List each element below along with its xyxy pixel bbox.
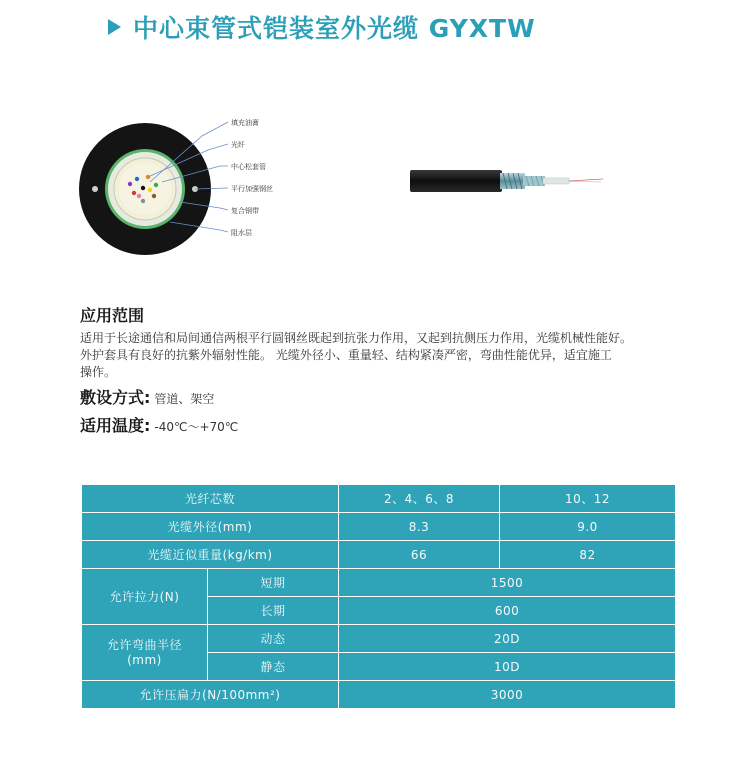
label-central-tube: 中心松套管 [231, 163, 266, 171]
crush-label: 允许压扁力(N/100mm²) [82, 681, 339, 709]
label-water-blocking-layer: 阻水层 [231, 229, 252, 237]
label-optical-fiber: 光纤 [231, 141, 245, 149]
table-row [82, 485, 676, 513]
fiber-dot [141, 199, 145, 203]
fiber-dot [137, 194, 141, 198]
fiber-dot [141, 186, 145, 190]
spec-table [81, 484, 676, 709]
outer-diameter-b: 9.0 [500, 513, 676, 541]
tensile-label: 允许拉力(N) [82, 569, 208, 625]
inner-tube [543, 178, 569, 184]
installation-value: 管道、架空 [154, 392, 215, 406]
bend-radius-label [82, 625, 208, 681]
application-line: 外护套具有良好的抗紫外辐射性能。 光缆外径小、重量轻、结构紧凑严密，弯曲性能优异，适宜施工 [80, 348, 612, 362]
cable-cross-section-diagram [70, 112, 330, 262]
installation-heading: 敷设方式: [80, 388, 151, 407]
bend-dynamic-label: 动态 [208, 625, 339, 653]
steel-wire-left [92, 186, 98, 192]
cable-side-view-illustration [405, 160, 605, 210]
fiber-dot [152, 194, 156, 198]
table-row [82, 625, 676, 653]
application-line: 操作。 [80, 365, 117, 379]
weight-a: 66 [339, 541, 500, 569]
bend-radius-label-line1: 允许弯曲半径 [106, 637, 182, 652]
outer-diameter-label: 光缆外径(mm) [82, 513, 339, 541]
table-row [82, 569, 676, 597]
tensile-long-value: 600 [339, 597, 676, 625]
fiber-count-label: 光纤芯数 [82, 485, 339, 513]
application-line: 适用于长途通信和局间通信两根平行圆钢丝既起到抗张力作用，又起到抗侧压力作用，光缆机械性能好。 [80, 331, 633, 345]
fiber-count-a: 2、4、6、8 [339, 485, 500, 513]
fiber-dot [135, 177, 139, 181]
label-filling-compound: 填充油膏 [231, 119, 259, 127]
fiber-strand [569, 182, 601, 183]
table-row [82, 513, 676, 541]
temperature-value: -40℃～+70℃ [154, 420, 239, 434]
tensile-long-label: 长期 [208, 597, 339, 625]
table-row [82, 681, 676, 709]
tensile-short-value: 1500 [339, 569, 676, 597]
fiber-dot [154, 183, 158, 187]
temperature-row [80, 413, 238, 436]
fiber-dot [132, 191, 136, 195]
fiber-dot [128, 182, 132, 186]
label-parallel-steel-wire: 平行加强钢丝 [231, 185, 273, 193]
weight-label: 光缆近似重量(kg/km) [82, 541, 339, 569]
jacket [410, 170, 502, 192]
fiber-count-b: 10、12 [500, 485, 676, 513]
installation-row [80, 385, 214, 408]
title-text: 中心束管式铠装室外光缆 GYXTW [133, 14, 536, 43]
crush-value: 3000 [339, 681, 676, 709]
outer-diameter-a: 8.3 [339, 513, 500, 541]
application-heading: 应用范围 [80, 306, 145, 325]
table-row [82, 541, 676, 569]
weight-b: 82 [500, 541, 676, 569]
page-title [108, 10, 536, 44]
fiber-dot [148, 188, 152, 192]
label-composite-steel-tape: 复合钢带 [231, 207, 259, 215]
bend-dynamic-value: 20D [339, 625, 676, 653]
temperature-heading: 适用温度: [80, 416, 151, 435]
bend-radius-label-line2: (mm) [127, 652, 162, 667]
arrow-right-icon [108, 19, 121, 35]
tensile-short-label: 短期 [208, 569, 339, 597]
bend-static-label: 静态 [208, 653, 339, 681]
fiber-strand [569, 179, 603, 181]
bend-static-value: 10D [339, 653, 676, 681]
application-description [80, 330, 680, 381]
